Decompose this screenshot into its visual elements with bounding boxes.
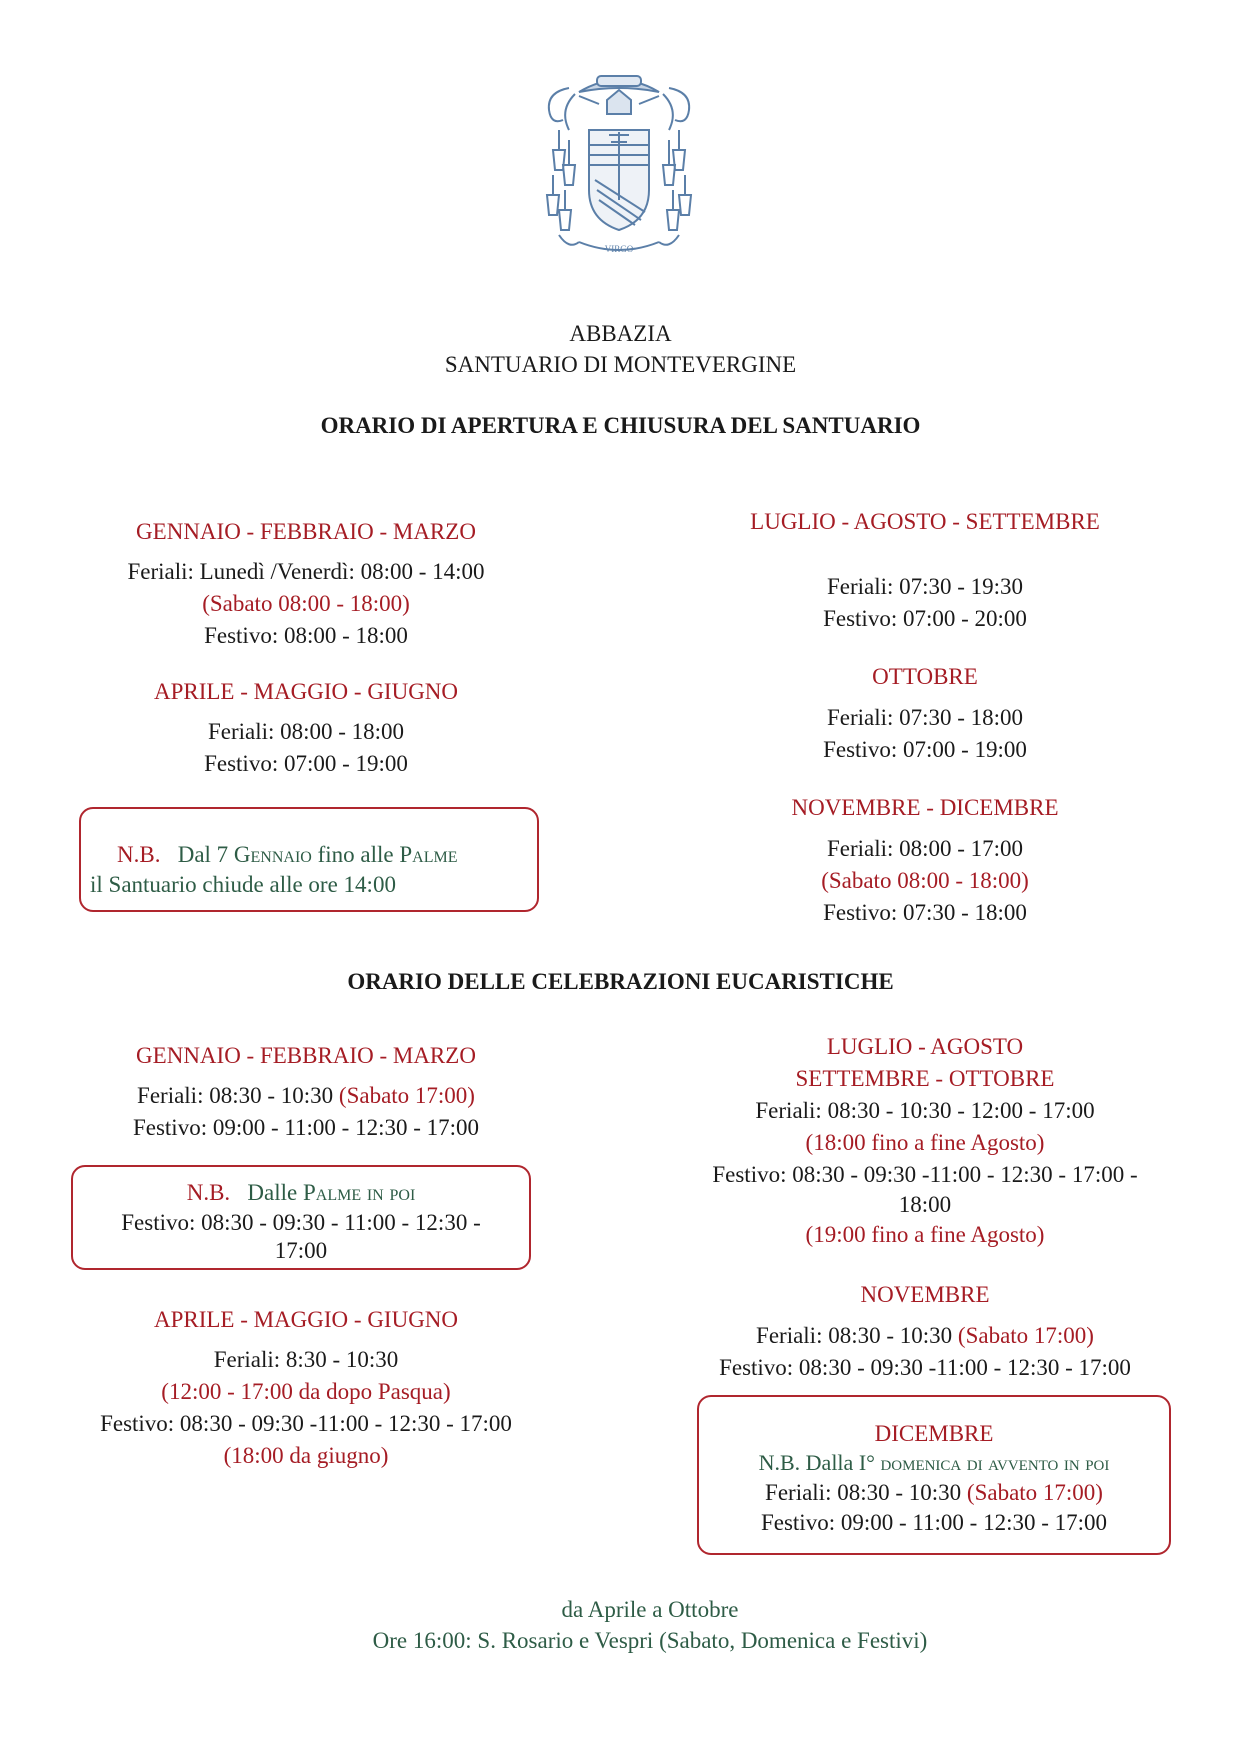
opening-note-box [79, 807, 539, 912]
opening-q3-block [680, 506, 1170, 635]
masses-dec-feriali: Feriali: 08:30 - 10:30 [765, 1480, 967, 1505]
masses-q1-block [60, 1040, 552, 1144]
opening-q2-months: APRILE - MAGGIO - GIUGNO [153, 679, 459, 704]
masses-q2-block [60, 1304, 552, 1472]
masses-palme-text-a: Dalle [247, 1180, 303, 1205]
masses-q1-feriali: Feriali: 08:30 - 10:30 [137, 1083, 339, 1108]
masses-q1-sabato: (Sabato 17:00) [338, 1083, 475, 1108]
masses-summer-festivo1: Festivo: 08:30 - 09:30 -11:00 - 12:30 - 17:00 - [712, 1162, 1138, 1187]
masses-palme-note-line1 [73, 1177, 529, 1209]
opening-note-line1 [117, 839, 457, 871]
masses-dec-feriali-line [699, 1477, 1169, 1509]
masses-dec-note [699, 1447, 1169, 1479]
masses-q2-extra2: (18:00 da giugno) [223, 1443, 389, 1468]
footer-line2: Ore 16:00: S. Rosario e Vespri (Sabato, Domenica e Festivi) [372, 1628, 928, 1653]
masses-q2-extra: (12:00 - 17:00 da dopo Pasqua) [161, 1379, 451, 1404]
masses-summer-months2: SETTEMBRE - OTTOBRE [795, 1066, 1055, 1091]
header-abbazia: ABBAZIA [569, 321, 672, 346]
masses-palme-note-box [71, 1165, 531, 1270]
masses-title: ORARIO DELLE CELEBRAZIONI EUCARISTICHE [347, 969, 894, 994]
masses-summer-months1: LUGLIO - AGOSTO [826, 1034, 1024, 1059]
opening-q2-festivo: Festivo: 07:00 - 19:00 [204, 751, 408, 776]
opening-q3-months: LUGLIO - AGOSTO - SETTEMBRE [750, 509, 1100, 534]
opening-novdec-months: NOVEMBRE - DICEMBRE [791, 795, 1059, 820]
masses-q1-festivo: Festivo: 09:00 - 11:00 - 12:30 - 17:00 [132, 1115, 480, 1140]
opening-oct-block [680, 661, 1170, 766]
masses-nov-sabato: (Sabato 17:00) [957, 1323, 1094, 1348]
opening-q1-block [60, 516, 552, 652]
masses-q2-months: APRILE - MAGGIO - GIUGNO [153, 1307, 459, 1332]
abbey-crest-logo [539, 70, 699, 270]
masses-summer-extra: (18:00 fino a fine Agosto) [805, 1130, 1045, 1155]
opening-novdec-block [680, 792, 1170, 929]
masses-q1-feriali-line [60, 1080, 552, 1112]
masses-nov-feriali: Feriali: 08:30 - 10:30 [756, 1323, 958, 1348]
opening-hours-title: ORARIO DI APERTURA E CHIUSURA DEL SANTUARIO [320, 413, 921, 438]
masses-summer-festivo2: 18:00 [898, 1192, 952, 1217]
opening-q1-sabato: (Sabato 08:00 - 18:00) [202, 591, 410, 616]
masses-q1-months: GENNAIO - FEBBRAIO - MARZO [136, 1043, 476, 1068]
opening-novdec-festivo: Festivo: 07:30 - 18:00 [823, 900, 1027, 925]
header-santuario: SANTUARIO DI MONTEVERGINE [444, 352, 797, 377]
masses-summer-block [680, 1031, 1170, 1251]
masses-dec-nb-sc: domenica di avvento in poi [880, 1450, 1110, 1475]
opening-note-text-c: fino alle [311, 842, 400, 867]
opening-q1-festivo: Festivo: 08:00 - 18:00 [204, 623, 408, 648]
opening-q1-feriali: Feriali: Lunedì /Venerdì: 08:00 - 14:00 [127, 559, 485, 584]
masses-q2-festivo: Festivo: 08:30 - 09:30 -11:00 - 12:30 - 17:00 [100, 1411, 512, 1436]
opening-note-nb: N.B. [117, 842, 161, 867]
masses-palme-nb: N.B. [186, 1180, 231, 1205]
masses-palme-text-b: Palme in poi [302, 1180, 416, 1205]
opening-oct-festivo: Festivo: 07:00 - 19:00 [823, 737, 1027, 762]
masses-nov-months: NOVEMBRE [860, 1282, 990, 1307]
opening-oct-feriali: Feriali: 07:30 - 18:00 [826, 705, 1024, 730]
masses-dec-months: DICEMBRE [874, 1421, 994, 1446]
masses-summer-feriali: Feriali: 08:30 - 10:30 - 12:00 - 17:00 [755, 1098, 1095, 1123]
masses-nov-feriali-line [680, 1320, 1170, 1352]
opening-q2-block [60, 676, 552, 780]
opening-oct-months: OTTOBRE [872, 664, 978, 689]
masses-dec-festivo: Festivo: 09:00 - 11:00 - 12:30 - 17:00 [760, 1510, 1108, 1535]
masses-nov-block [680, 1279, 1170, 1384]
opening-q3-festivo: Festivo: 07:00 - 20:00 [823, 606, 1027, 631]
masses-nov-festivo: Festivo: 08:30 - 09:30 -11:00 - 12:30 - 17:00 [719, 1355, 1131, 1380]
masses-dec-box [697, 1395, 1171, 1555]
masses-palme-note-line3: 17:00 [274, 1238, 328, 1263]
opening-q1-months: GENNAIO - FEBBRAIO - MARZO [136, 519, 476, 544]
opening-note-line2: il Santuario chiude alle ore 14:00 [90, 872, 396, 897]
opening-q3-feriali: Feriali: 07:30 - 19:30 [826, 574, 1024, 599]
opening-novdec-sabato: (Sabato 08:00 - 18:00) [821, 868, 1029, 893]
masses-q2-feriali: Feriali: 8:30 - 10:30 [213, 1347, 399, 1372]
opening-q2-feriali: Feriali: 08:00 - 18:00 [207, 719, 405, 744]
footer-line1: da Aprile a Ottobre [561, 1597, 739, 1622]
opening-note-text-a: Dal 7 [177, 842, 234, 867]
masses-dec-sabato: (Sabato 17:00) [966, 1480, 1103, 1505]
masses-summer-extra2: (19:00 fino a fine Agosto) [805, 1222, 1045, 1247]
crest-motto: VIRGO [604, 244, 634, 254]
opening-novdec-feriali: Feriali: 08:00 - 17:00 [826, 836, 1024, 861]
opening-note-text-d: Palme [399, 842, 458, 867]
opening-note-text-b: Gennaio [233, 842, 312, 867]
masses-dec-nb: N.B. Dalla I° [758, 1450, 881, 1475]
masses-palme-note-line2: Festivo: 08:30 - 09:30 - 11:00 - 12:30 - [121, 1210, 481, 1235]
